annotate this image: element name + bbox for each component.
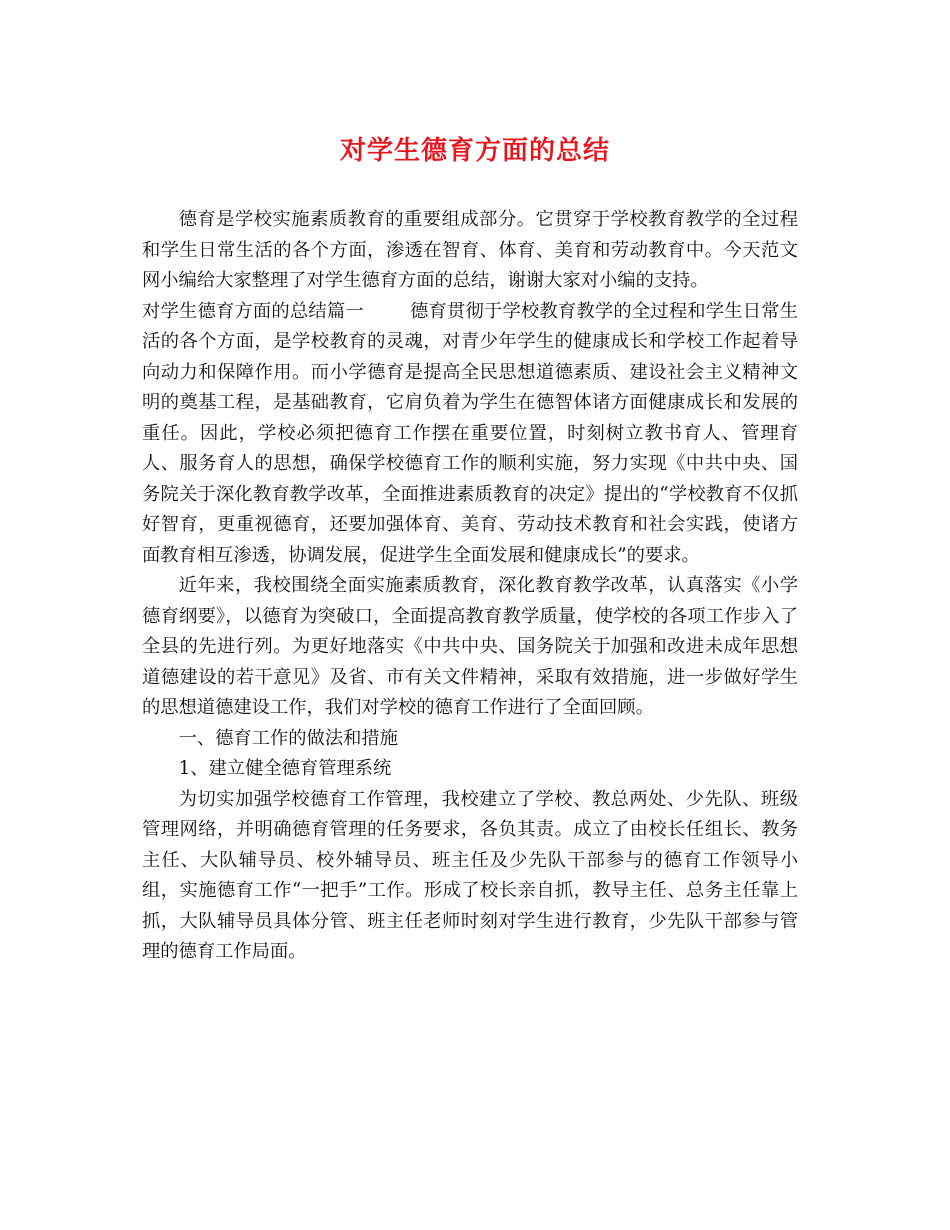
section1-heading: 对学生德育方面的总结篇一 <box>142 300 364 322</box>
document-title: 对学生德育方面的总结 <box>339 136 610 166</box>
heading-management-system: 1、建立健全德育管理系统 <box>178 758 392 779</box>
paragraph-intro: 德育是学校实施素质教育的重要组成部分。它贯穿于学校教育教学的全过程和学生日常生活的各个方面，渗透在智育、体育、美育和劳动教育中。今天范文网小编给大家整理了对学生德育方面的总结，谢谢大家对小编的支持。 <box>142 209 798 291</box>
document-body <box>142 205 798 968</box>
paragraph-management: 为切实加强学校德育工作管理，我校建立了学校、教总两处、少先队、班级管理网络，并明确德育管理的任务要求，各负其责。成立了由校长任组长、教务主任、大队辅导员、校外辅导员、班主任及少先队干部参与的德育工作领导小组，实施德育工作“一把手”工作。形成了校长亲自抓，教导主任、总务主任靠上抓，大队辅导员具体分管、班主任老师时刻对学生进行教育，少先队干部参与管理的德育工作局面。 <box>142 788 798 962</box>
heading-measures: 一、德育工作的做法和措施 <box>178 727 398 749</box>
section1-text: 德育贯彻于学校教育教学的全过程和学生日常生活的各个方面，是学校教育的灵魂，对青少年学生的健康成长和学校工作起着导向动力和保障作用。而小学德育是提高全民思想道德素质、建设社会主义精神文明的奠基工程，是基础教育，它肩负着为学生在德智体诸方面健康成长和发展的重任。因此，学校必须把德育工作摆在重要位置，时刻树立教书育人、管理育人、服务育人的思想，确保学校德育工作的顺利实施，努力实现《中共中央、国务院关于深化教育教学改革，全面推进素质教育的决定》提出的“学校教育不仅抓好智育，更重视德育，还要加强体育、美育、劳动技术教育和社会实践，使诸方面教育相互渗透，协调发展，促进学生全面发展和健康成长”的要求。 <box>142 300 799 566</box>
paragraph-recent: 近年来，我校围绕全面实施素质教育，深化教育教学改革，认真落实《小学德育纲要》，以德育为突破口，全面提高教育教学质量，使学校的各项工作步入了全县的先进行列。为更好地落实《中共中央、国务院关于加强和改进未成年思想道德建设的若干意见》及省、市有关文件精神，采取有效措施，进一步做好学生的思想道德建设工作，我们对学校的德育工作进行了全面回顾。 <box>142 575 798 718</box>
paragraph-section1 <box>142 297 798 572</box>
